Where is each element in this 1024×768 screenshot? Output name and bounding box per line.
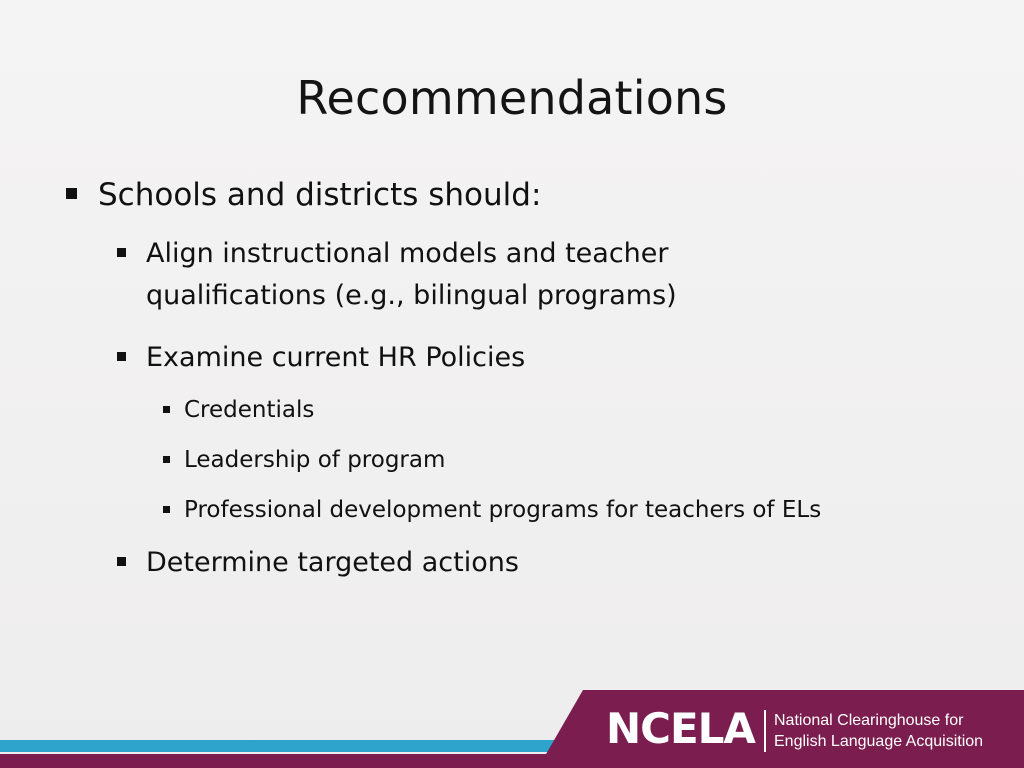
square-bullet-icon (117, 557, 126, 566)
square-bullet-icon (163, 406, 170, 413)
bullet-credentials (163, 394, 314, 426)
bullet-leadership (163, 444, 445, 476)
bullet-text: Credentials (184, 397, 315, 423)
bullet-text-line: qualifications (e.g., bilingual programs) (146, 280, 677, 311)
bullet-text (146, 233, 677, 317)
bullet-targeted-actions (117, 542, 519, 584)
square-bullet-icon (163, 506, 170, 513)
logo-divider (764, 710, 766, 752)
ncela-tagline (774, 710, 983, 752)
ncela-logo: NCELA (606, 704, 755, 753)
square-bullet-icon (117, 248, 126, 257)
bullet-examine-hr (117, 337, 525, 379)
bullet-text: Schools and districts should: (98, 177, 542, 213)
bullet-professional-development (163, 494, 821, 526)
bullet-text: Professional development programs for teachers of ELs (184, 497, 822, 523)
tagline-line2: English Language Acquisition (774, 733, 984, 750)
bullet-align-models (117, 233, 677, 317)
bullet-text: Leadership of program (184, 447, 446, 473)
bullet-schools-districts (66, 173, 541, 217)
square-bullet-icon (117, 352, 126, 361)
square-bullet-icon (163, 456, 170, 463)
bullet-text: Determine targeted actions (146, 547, 519, 578)
bullet-text-line: Align instructional models and teacher (146, 238, 669, 269)
square-bullet-icon (66, 188, 77, 199)
tagline-line1: National Clearinghouse for (774, 712, 964, 729)
bullet-text: Examine current HR Policies (146, 342, 526, 373)
slide-title: Recommendations (296, 71, 728, 125)
